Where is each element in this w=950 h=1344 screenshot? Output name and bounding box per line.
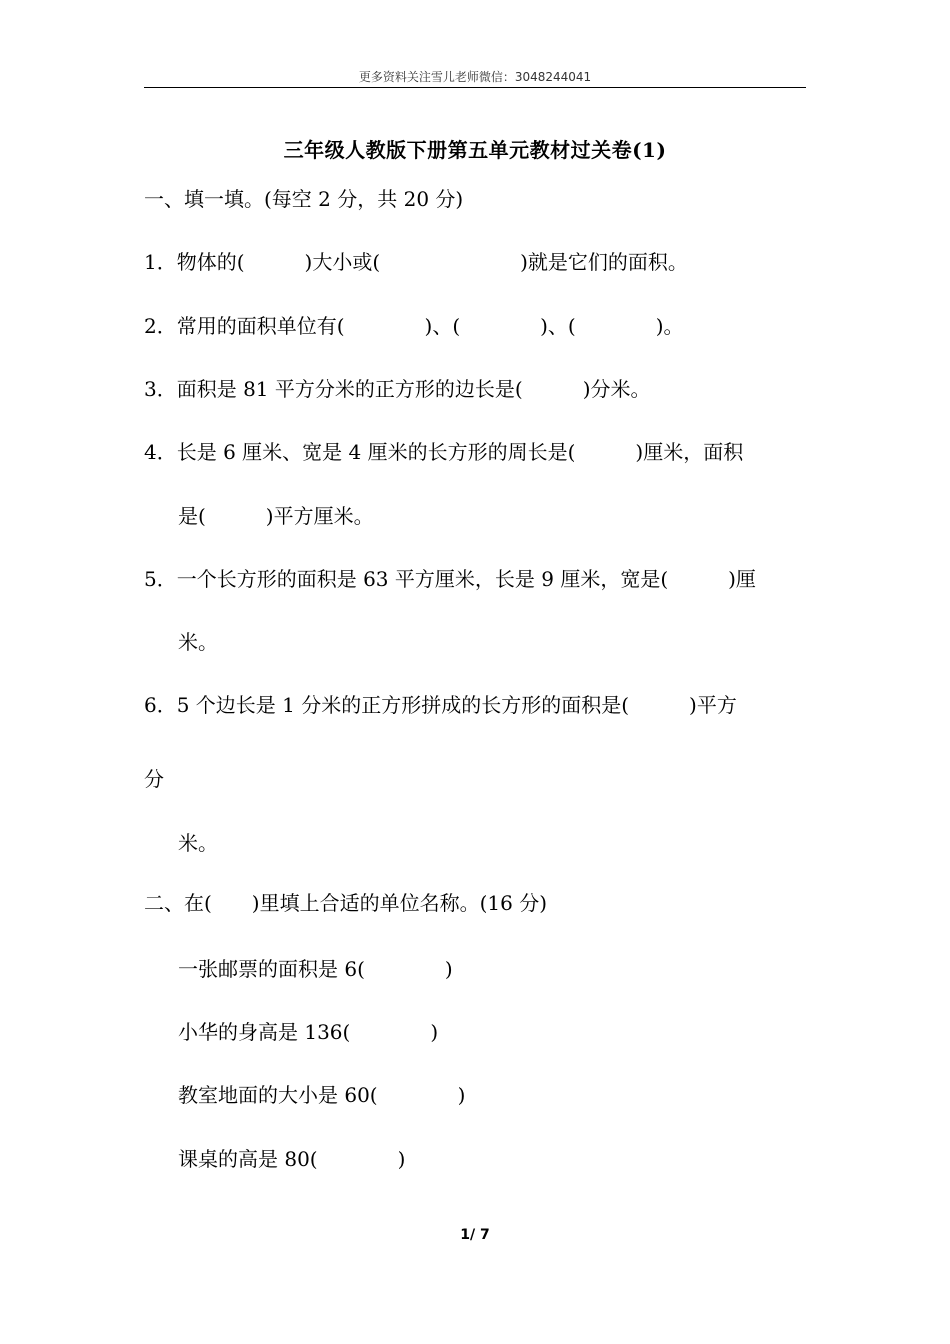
section2-item: 教室地面的大小是 60( ) [178,1083,466,1107]
question-1: 1．物体的( )大小或( )就是它们的面积。 [144,250,688,274]
question-6-line1: 6．5 个边长是 1 分米的正方形拼成的长方形的面积是( )平方 [144,693,737,717]
page-header-text: 更多资料关注雪儿老师微信：3048244041 [358,70,592,84]
question-2: 2．常用的面积单位有( )、( )、( )。 [144,314,684,338]
question-5-line2: 米。 [178,630,218,654]
question-4-line2: 是( )平方厘米。 [178,504,374,528]
section2-item: 一张邮票的面积是 6( ) [178,957,453,981]
header-divider [144,87,806,88]
question-5-line1: 5．一个长方形的面积是 63 平方厘米，长是 9 厘米，宽是( )厘 [144,567,756,591]
question-6-line3: 米。 [178,831,218,855]
question-3: 3．面积是 81 平方分米的正方形的边长是( )分米。 [144,377,651,401]
section2-item: 课桌的高是 80( ) [178,1147,406,1171]
page-number: 1/ 7 [460,1227,490,1243]
document-title: 三年级人教版下册第五单元教材过关卷(1) [283,138,667,162]
section1-heading: 一、填一填。(每空 2 分，共 20 分) [144,187,464,211]
section2-heading: 二、在( )里填上合适的单位名称。(16 分) [144,891,548,915]
question-4-line1: 4．长是 6 厘米、宽是 4 厘米的长方形的周长是( )厘米，面积 [144,440,744,464]
section2-item: 小华的身高是 136( ) [178,1020,439,1044]
question-6-line2: 分 [144,767,164,791]
